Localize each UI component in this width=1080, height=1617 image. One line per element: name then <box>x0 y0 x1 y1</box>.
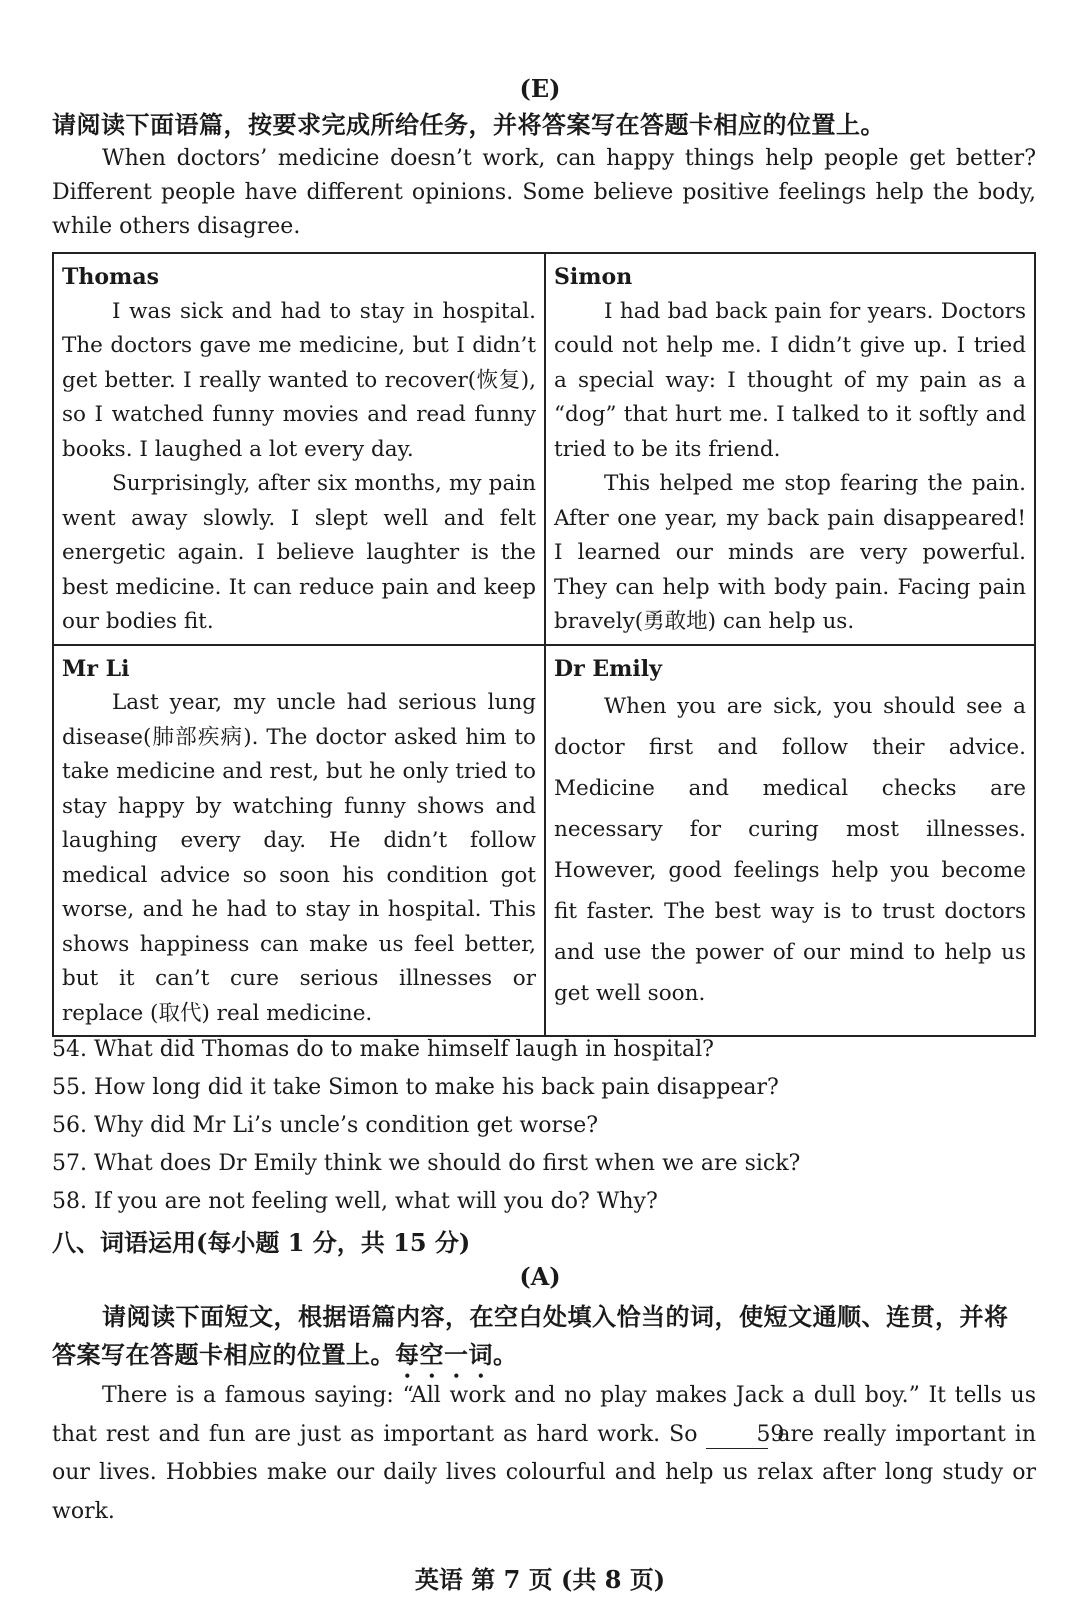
section-a-instruction <box>52 1298 1032 1383</box>
instruction-end: 。 <box>493 1340 518 1369</box>
question-56: 56. Why did Mr Li’s uncle’s condition get worse? <box>52 1113 599 1138</box>
cloze-passage <box>52 1377 1036 1531</box>
opinions-table <box>52 252 1036 1037</box>
section-e-label: (E) <box>519 74 561 103</box>
part-8-title: 八、词语运用(每小题 1 分，共 15 分) <box>52 1228 471 1257</box>
blank-59[interactable]: 59 <box>706 1422 768 1449</box>
thomas-paragraph-1: I was sick and had to stay in hospital. The doctors gave me medicine, but I didn’t get better. I really wanted to recover(恢复), so I watched funny movies and read funny books. I laughed a lot every day. <box>62 298 536 462</box>
mrli-paragraph: Last year, my uncle had serious lung disease(肺部疾病). The doctor asked him to take medicine and rest, but he only tried to stay happy by watching funny shows and laughing every day. He didn’t follow medical advice so soon his condition got worse, and he had to stay in hospital. This shows happiness can make us feel better, but it can’t cure serious illnesses or replace (取代) real medicine. <box>62 690 536 1026</box>
emily-name: Dr Emily <box>554 655 662 682</box>
question-58: 58. If you are not feeling well, what will you do? Why? <box>52 1189 658 1214</box>
instruction-main: 请阅读下面短文，根据语篇内容，在空白处填入恰当的词，使短文通顺、连贯，并将答案写在答题卡相应的位置上。 <box>52 1302 1009 1369</box>
section-e-instruction: 请阅读下面语篇，按要求完成所给任务，并将答案写在答题卡相应的位置上。 <box>52 110 885 139</box>
question-55: 55. How long did it take Simon to make his back pain disappear? <box>52 1075 779 1100</box>
section-a-label: (A) <box>519 1262 561 1291</box>
emily-cell <box>545 645 1035 1037</box>
section-e-intro: When doctors’ medicine doesn’t work, can happy things help people get better? Different people have different opinions. Some believe positive feelings help the body, while others disagree. <box>52 146 1036 239</box>
page-footer: 英语 第 7 页 (共 8 页) <box>414 1565 666 1594</box>
emily-paragraph: When you are sick, you should see a doctor first and follow their advice. Medicine and medical checks are necessary for curing most illnesses. However, good feelings help you become fit faster. The best way is to trust doctors and use the power of our mind to help us get well soon. <box>554 694 1026 1006</box>
simon-cell <box>545 253 1035 645</box>
question-54: 54. What did Thomas do to make himself laugh in hospital? <box>52 1037 714 1062</box>
thomas-name: Thomas <box>62 264 159 290</box>
cloze-text-before: There is a famous saying: “All work and no play makes Jack a dull boy.” It tells us that rest and fun are just as important as hard work. So <box>52 1383 1036 1447</box>
mrli-name: Mr Li <box>62 655 130 682</box>
simon-name: Simon <box>554 264 633 290</box>
thomas-paragraph-2: Surprisingly, after six months, my pain went away slowly. I slept well and felt energetic again. I believe laughter is the best medicine. It can reduce pain and keep our bodies fit. <box>62 471 536 634</box>
cloze-text-after: are really important in our lives. Hobbies make our daily lives colourful and help us relax after long study or work. <box>52 1421 1037 1524</box>
simon-paragraph-1: I had bad back pain for years. Doctors could not help me. I didn’t give up. I tried a special way: I thought of my pain as a “dog” that hurt me. I talked to it softly and tried to be its friend. <box>554 298 1026 462</box>
question-57: 57. What does Dr Emily think we should do first when we are sick? <box>52 1151 801 1176</box>
simon-paragraph-2: This helped me stop fearing the pain. After one year, my back pain disappeared! I learned our minds are very powerful. They can help with body pain. Facing pain bravely(勇敢地) can help us. <box>554 471 1026 634</box>
mrli-cell <box>53 645 545 1037</box>
instruction-emphasis: 每空一词 <box>395 1340 493 1369</box>
thomas-cell <box>53 253 545 645</box>
